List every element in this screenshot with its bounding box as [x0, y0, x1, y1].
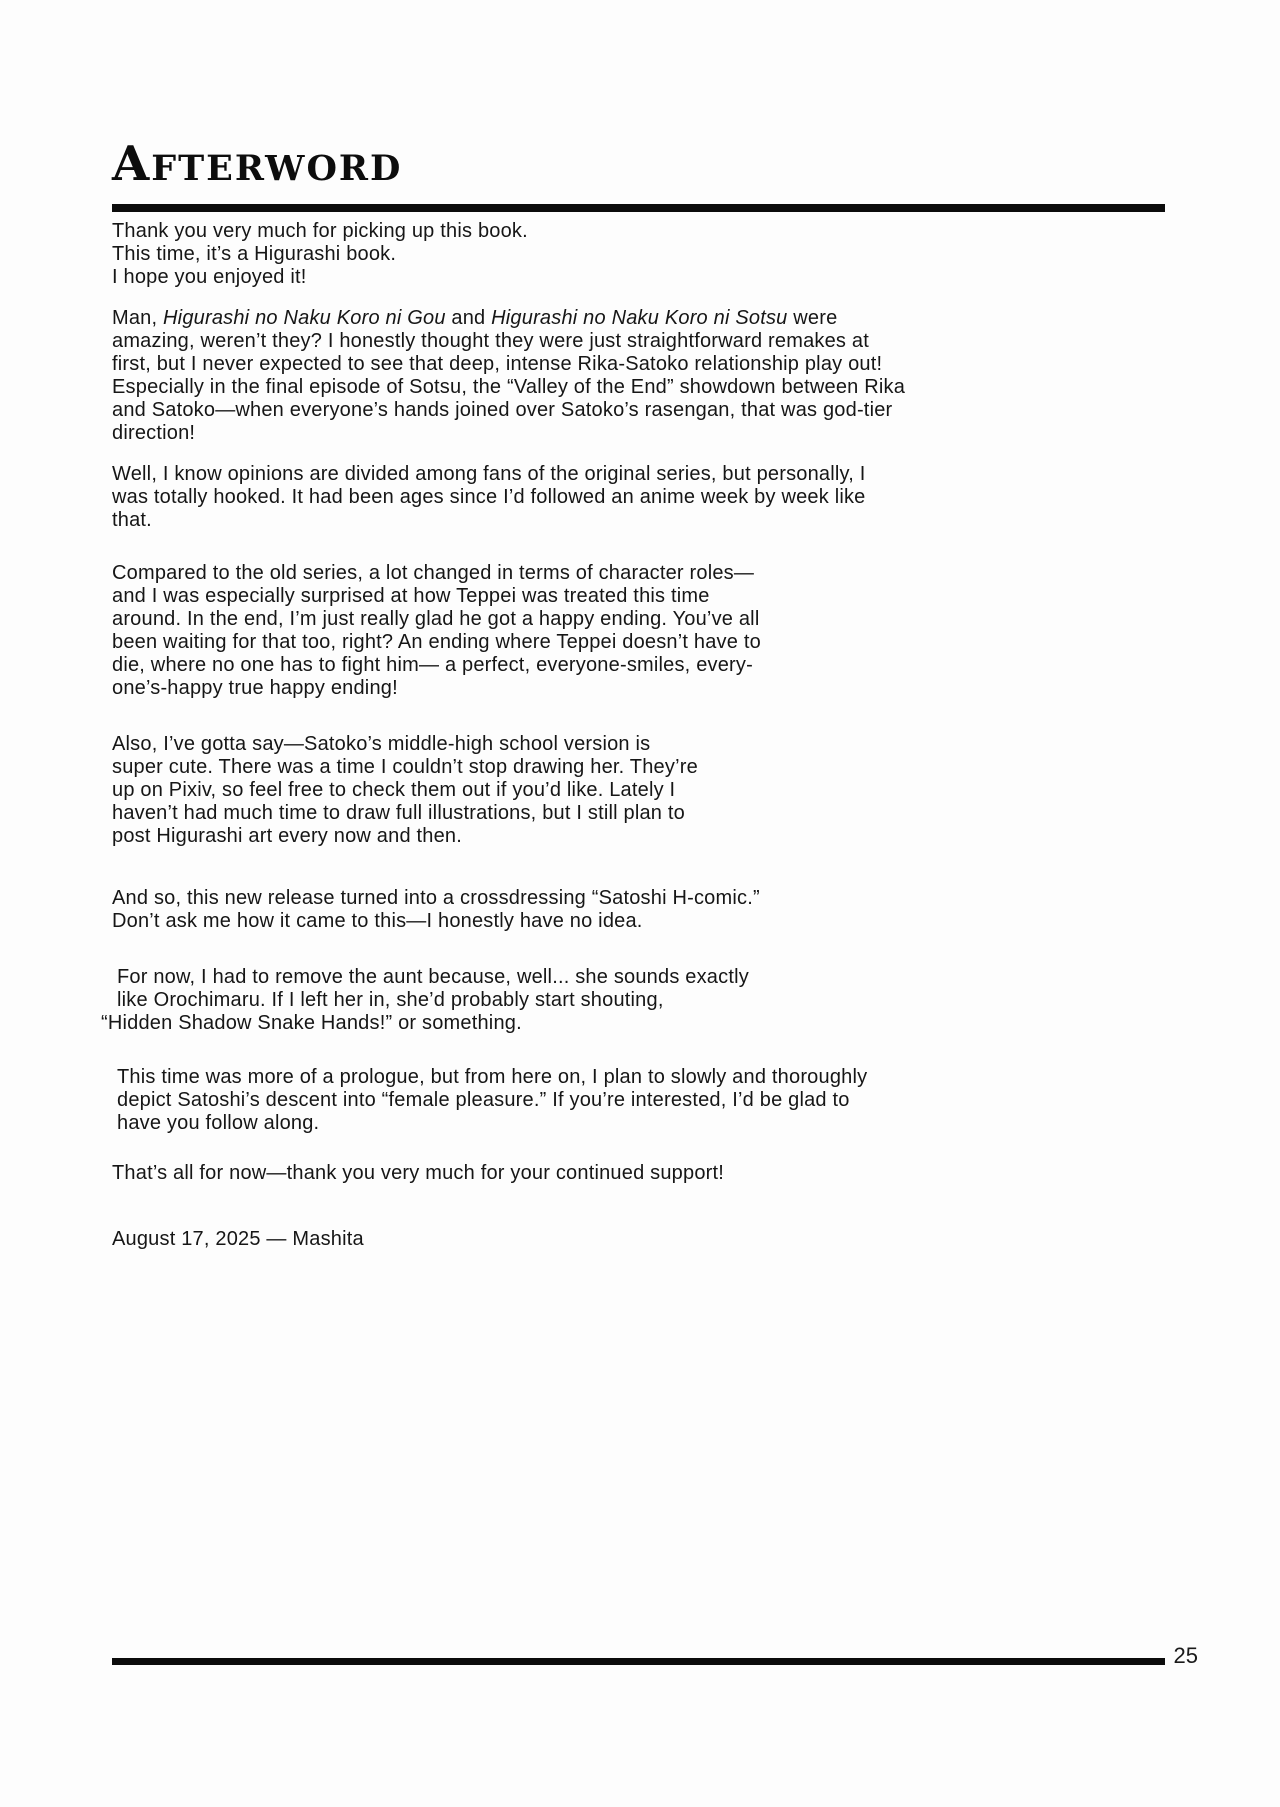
text-segment: That’s all for now—thank you very much for your continued support! [112, 1161, 725, 1184]
text-segment: I hope you enjoyed it! [112, 265, 307, 288]
text-line [112, 353, 1197, 376]
text-line [112, 654, 1197, 677]
text-line [112, 330, 1197, 353]
text-segment: like Orochimaru. If I left her in, she’d probably start shouting, [117, 988, 664, 1011]
text-line [112, 266, 1197, 289]
text-segment: depict Satoshi’s descent into “female pleasure.” If you’re interested, I’d be glad to [117, 1088, 850, 1111]
italic-text-segment: Higurashi no Naku Koro ni Gou [163, 306, 446, 329]
text-segment: This time, it’s a Higurashi book. [112, 242, 397, 265]
text-segment: Especially in the final episode of Sotsu, the “Valley of the End” showdown between Rika [112, 375, 906, 398]
text-segment: Man, [112, 306, 164, 329]
text-segment: have you follow along. [117, 1111, 320, 1134]
text-line [112, 422, 1197, 445]
text-line [112, 1228, 1197, 1251]
text-segment: die, where no one has to fight him— a perfect, everyone-smiles, every- [112, 653, 753, 676]
text-line [112, 562, 1197, 585]
text-line [112, 243, 1197, 266]
text-line [117, 989, 1197, 1012]
text-segment: and I was especially surprised at how Teppei was treated this time [112, 584, 710, 607]
text-segment: haven’t had much time to draw full illustrations, but I still plan to [112, 801, 685, 824]
page-number: 25 [1173, 1643, 1198, 1668]
text-line [112, 486, 1197, 509]
text-line [112, 802, 1197, 825]
text-line [112, 631, 1197, 654]
paragraph [112, 562, 1197, 700]
text-segment: And so, this new release turned into a crossdressing “Satoshi H-comic.” [112, 886, 760, 909]
text-segment: Compared to the old series, a lot changed in terms of character roles— [112, 561, 755, 584]
page-title: AFTERWORD [112, 136, 403, 192]
paragraph [112, 1228, 1197, 1251]
paragraph [112, 733, 1197, 848]
text-line [112, 756, 1197, 779]
text-line [112, 463, 1197, 486]
text-line [112, 399, 1197, 422]
text-line [117, 1066, 1197, 1089]
paragraph [112, 1066, 1197, 1135]
text-line [112, 608, 1197, 631]
text-line [112, 220, 1197, 243]
text-line [112, 585, 1197, 608]
text-segment: “Hidden Shadow Snake Hands!” or something. [101, 1011, 522, 1034]
text-segment: around. In the end, I’m just really glad he got a happy ending. You’ve all [112, 607, 760, 630]
text-segment: up on Pixiv, so feel free to check them out if you’d like. Lately I [112, 778, 676, 801]
text-segment: For now, I had to remove the aunt because, well... she sounds exactly [117, 965, 749, 988]
text-segment: direction! [112, 421, 196, 444]
text-segment: August 17, 2025 — Mashita [112, 1227, 364, 1250]
text-line [112, 677, 1197, 700]
text-segment: been waiting for that too, right? An ending where Teppei doesn’t have to [112, 630, 761, 653]
text-line [112, 307, 1197, 330]
text-segment: Don’t ask me how it came to this—I honestly have no idea. [112, 909, 643, 932]
italic-text-segment: Higurashi no Naku Koro ni Sotsu [491, 306, 788, 329]
text-segment: post Higurashi art every now and then. [112, 824, 463, 847]
text-line [112, 779, 1197, 802]
text-line [117, 1089, 1197, 1112]
text-segment: and Satoko—when everyone’s hands joined over Satoko’s rasengan, that was god-tier [112, 398, 893, 421]
paragraph [112, 1162, 1197, 1185]
text-line [112, 1162, 1197, 1185]
text-segment: Well, I know opinions are divided among fans of the original series, but personally, I [112, 462, 866, 485]
text-segment: first, but I never expected to see that deep, intense Rika-Satoko relationship play out! [112, 352, 883, 375]
text-segment: that. [112, 508, 152, 531]
text-segment: Also, I’ve gotta say—Satoko’s middle-high school version is [112, 732, 651, 755]
text-line [112, 825, 1197, 848]
text-segment: Thank you very much for picking up this book. [112, 219, 528, 242]
text-segment: were [787, 306, 838, 329]
text-line [117, 1112, 1197, 1135]
text-line [112, 376, 1197, 399]
text-line [112, 733, 1197, 756]
text-line [112, 910, 1197, 933]
text-segment: was totally hooked. It had been ages since I’d followed an anime week by week like [112, 485, 866, 508]
paragraph [112, 887, 1197, 933]
text-line [117, 966, 1197, 989]
text-segment: This time was more of a prologue, but from here on, I plan to slowly and thoroughly [117, 1065, 868, 1088]
footer-divider-rule [112, 1658, 1165, 1665]
text-line [112, 509, 1197, 532]
page-footer [112, 1643, 1198, 1674]
text-segment: amazing, weren’t they? I honestly thought they were just straightforward remakes at [112, 329, 869, 352]
paragraph [101, 965, 1197, 1035]
text-segment: super cute. There was a time I couldn’t stop drawing her. They’re [112, 755, 698, 778]
title-divider-rule [112, 204, 1165, 212]
text-line [112, 887, 1197, 910]
text-line [101, 1012, 1197, 1035]
afterword-body [101, 219, 1197, 1251]
text-segment: one’s-happy true happy ending! [112, 676, 398, 699]
paragraph [112, 307, 1197, 445]
paragraph [112, 463, 1197, 532]
text-segment: and [445, 306, 492, 329]
paragraph [112, 220, 1197, 289]
